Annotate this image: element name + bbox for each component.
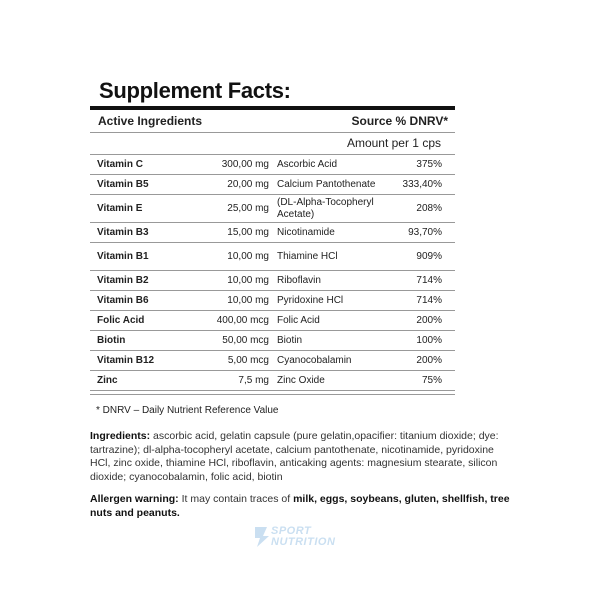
watermark-icon [253, 525, 271, 549]
table-row [90, 291, 455, 311]
nutrient-source: Pyridoxine HCl [277, 294, 344, 306]
table-row [90, 271, 455, 291]
nutrient-name: Vitamin B5 [97, 179, 149, 190]
nutrient-source: Biotin [277, 334, 303, 346]
active-ingredients-header: Active Ingredients [98, 114, 203, 128]
nutrient-amount: 400,00 mcg [216, 315, 269, 326]
footnote: * DNRV – Daily Nutrient Reference Value [96, 405, 279, 416]
watermark-line1: SPORT [271, 525, 312, 537]
table-row [90, 351, 455, 371]
nutrient-dnrv-percent: 93,70% [408, 227, 442, 238]
nutrient-amount: 15,00 mg [227, 227, 269, 238]
table-row [90, 195, 455, 223]
nutrient-name: Vitamin B1 [97, 251, 149, 262]
allergen-items: milk, eggs, soybeans, gluten, shellfish, tree nuts and peanuts. [90, 493, 510, 519]
source-dnrv-header: Source % DNRV* [351, 114, 448, 128]
nutrient-amount: 5,00 mcg [227, 355, 269, 366]
table-row [90, 175, 455, 195]
nutrient-amount: 50,00 mcg [222, 335, 269, 346]
nutrient-name: Vitamin C [97, 159, 143, 170]
nutrient-amount: 7,5 mg [238, 375, 269, 386]
nutrient-source: Folic Acid [277, 314, 320, 326]
nutrient-name: Vitamin B2 [97, 275, 149, 286]
nutrient-source: Zinc Oxide [277, 374, 325, 386]
nutrient-amount: 20,00 mg [227, 179, 269, 190]
supplement-facts-table [90, 106, 455, 425]
table-row [90, 311, 455, 331]
nutrient-dnrv-percent: 75% [421, 375, 442, 386]
nutrient-amount: 25,00 mg [227, 203, 269, 214]
nutrient-source: Calcium Pantothenate [277, 178, 376, 190]
nutrient-name: Biotin [97, 335, 126, 346]
nutrient-amount: 10,00 mg [227, 275, 269, 286]
nutrient-name: Vitamin B6 [97, 295, 149, 306]
nutrient-source: (DL-Alpha-Tocopheryl Acetate) [277, 196, 374, 220]
nutrient-name: Vitamin B3 [97, 227, 149, 238]
table-row [90, 243, 455, 271]
ingredients-label: Ingredients: [90, 430, 151, 442]
nutrient-amount: 10,00 mg [227, 295, 269, 306]
allergen-warning [90, 493, 510, 520]
amount-per-serving: Amount per 1 cps [90, 133, 455, 155]
nutrient-dnrv-percent: 375% [416, 159, 442, 170]
nutrient-dnrv-percent: 200% [416, 355, 442, 366]
nutrient-amount: 10,00 mg [227, 251, 269, 262]
nutrient-name: Zinc [97, 375, 118, 386]
table-row [90, 155, 455, 175]
table-row [90, 331, 455, 351]
nutrient-rows [90, 155, 455, 391]
nutrient-dnrv-percent: 714% [416, 275, 442, 286]
nutrient-source: Riboflavin [277, 274, 321, 286]
nutrient-name: Vitamin E [97, 203, 143, 214]
nutrient-dnrv-percent: 909% [416, 251, 442, 262]
allergen-text: It may contain traces of [178, 493, 294, 505]
nutrient-source: Ascorbic Acid [277, 158, 338, 170]
nutrient-source: Thiamine HCl [277, 250, 338, 262]
nutrient-source: Nicotinamide [277, 226, 335, 238]
nutrient-source: Cyanocobalamin [277, 354, 352, 366]
nutrient-dnrv-percent: 200% [416, 315, 442, 326]
page-title: Supplement Facts: [99, 78, 291, 103]
allergen-label: Allergen warning: [90, 493, 179, 505]
table-header [90, 110, 455, 133]
table-row [90, 371, 455, 391]
watermark-text [271, 526, 335, 548]
watermark-line2: NUTRITION [271, 536, 336, 548]
ingredients-paragraph [90, 430, 510, 484]
nutrient-amount: 300,00 mg [221, 159, 269, 170]
nutrient-dnrv-percent: 333,40% [402, 179, 442, 190]
nutrient-dnrv-percent: 208% [416, 203, 442, 214]
nutrient-dnrv-percent: 100% [416, 335, 442, 346]
nutrient-dnrv-percent: 714% [416, 295, 442, 306]
sport-nutrition-watermark [253, 525, 363, 551]
nutrient-name: Vitamin B12 [97, 355, 155, 366]
ingredients-text: ascorbic acid, gelatin capsule (pure gelatin,opacifier: titanium dioxide; dye: tartrazine); dl-alpha-tocopheryl acetate, calcium pantothenate, nicotinamide, pyridoxine HCl, zinc oxide, thiamine HCl, riboflavin, anticaking agents: magnesium stearate, silicon dioxide; cyanocobalamin, folic acid, biotin [90, 430, 499, 483]
table-row [90, 223, 455, 243]
nutrient-name: Folic Acid [97, 315, 145, 326]
